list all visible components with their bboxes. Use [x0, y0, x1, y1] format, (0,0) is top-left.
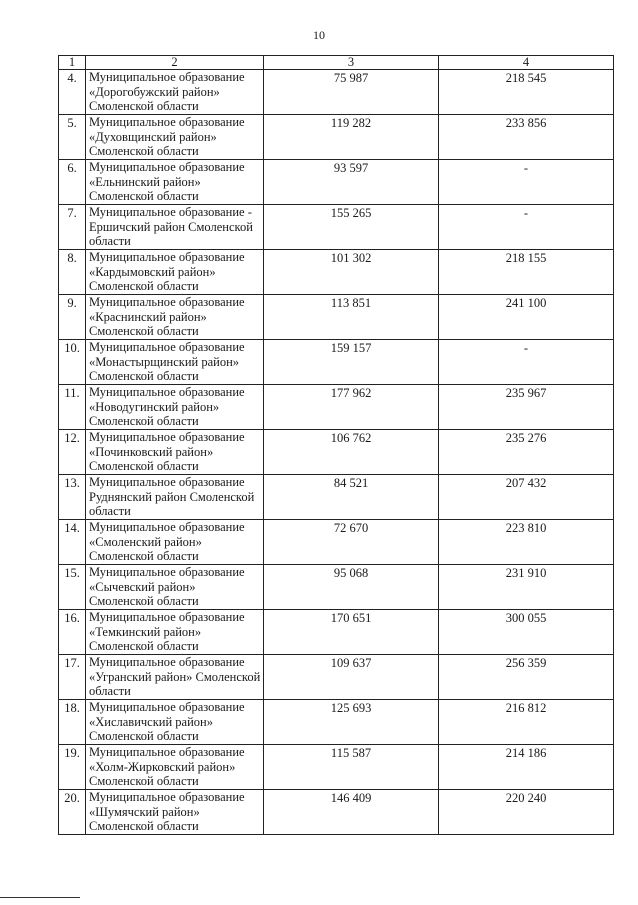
table-row	[59, 115, 614, 160]
value-col3-cell: 155 265	[264, 205, 439, 250]
value-col3-cell: 146 409	[264, 790, 439, 835]
value-col3-cell: 106 762	[264, 430, 439, 475]
value-col4-cell: 220 240	[439, 790, 614, 835]
row-number-cell: 13.	[59, 475, 86, 520]
footer-divider	[0, 897, 80, 898]
municipality-name-cell: Муниципальное образование «Смоленский район» Смоленской области	[86, 520, 264, 565]
value-col4-cell: 241 100	[439, 295, 614, 340]
table-row	[59, 340, 614, 385]
municipality-name-cell: Муниципальное образование «Сычевский район» Смоленской области	[86, 565, 264, 610]
table-header-row	[59, 56, 614, 70]
row-number-cell: 4.	[59, 70, 86, 115]
table-row	[59, 385, 614, 430]
data-table	[58, 55, 614, 835]
table-row	[59, 655, 614, 700]
row-number-cell: 9.	[59, 295, 86, 340]
row-number-cell: 6.	[59, 160, 86, 205]
row-number-cell: 8.	[59, 250, 86, 295]
value-col3-cell: 119 282	[264, 115, 439, 160]
value-col4-cell: 214 186	[439, 745, 614, 790]
value-col3-cell: 125 693	[264, 700, 439, 745]
value-col4-cell: 235 276	[439, 430, 614, 475]
column-header-2: 2	[86, 56, 264, 70]
row-number-cell: 20.	[59, 790, 86, 835]
municipality-name-cell: Муниципальное образование «Починковский район» Смоленской области	[86, 430, 264, 475]
municipality-name-cell: Муниципальное образование «Угранский район» Смоленской области	[86, 655, 264, 700]
table-row	[59, 475, 614, 520]
row-number-cell: 19.	[59, 745, 86, 790]
table-row	[59, 700, 614, 745]
value-col4-cell: 256 359	[439, 655, 614, 700]
row-number-cell: 15.	[59, 565, 86, 610]
table-row	[59, 520, 614, 565]
table-row	[59, 430, 614, 475]
municipality-name-cell: Муниципальное образование «Духовщинский район» Смоленской области	[86, 115, 264, 160]
table-row	[59, 295, 614, 340]
column-header-1: 1	[59, 56, 86, 70]
municipality-name-cell: Муниципальное образование «Кардымовский район» Смоленской области	[86, 250, 264, 295]
row-number-cell: 7.	[59, 205, 86, 250]
value-col4-cell: 300 055	[439, 610, 614, 655]
value-col4-cell: 216 812	[439, 700, 614, 745]
value-col4-cell: -	[439, 205, 614, 250]
row-number-cell: 16.	[59, 610, 86, 655]
value-col3-cell: 93 597	[264, 160, 439, 205]
municipality-name-cell: Муниципальное образование - Ершичский район Смоленской области	[86, 205, 264, 250]
value-col4-cell: -	[439, 160, 614, 205]
value-col3-cell: 170 651	[264, 610, 439, 655]
value-col4-cell: 223 810	[439, 520, 614, 565]
municipality-name-cell: Муниципальное образование «Ельнинский район» Смоленской области	[86, 160, 264, 205]
value-col3-cell: 177 962	[264, 385, 439, 430]
column-header-4: 4	[439, 56, 614, 70]
value-col3-cell: 159 157	[264, 340, 439, 385]
value-col4-cell: 218 545	[439, 70, 614, 115]
municipality-name-cell: Муниципальное образование Руднянский район Смоленской области	[86, 475, 264, 520]
table-row	[59, 610, 614, 655]
municipality-name-cell: Муниципальное образование «Монастырщинский район» Смоленской области	[86, 340, 264, 385]
value-col4-cell: -	[439, 340, 614, 385]
table-body	[59, 70, 614, 835]
table-row	[59, 745, 614, 790]
row-number-cell: 14.	[59, 520, 86, 565]
table-row	[59, 565, 614, 610]
page-number: 10	[313, 28, 325, 42]
value-col3-cell: 113 851	[264, 295, 439, 340]
value-col3-cell: 72 670	[264, 520, 439, 565]
value-col3-cell: 109 637	[264, 655, 439, 700]
value-col4-cell: 218 155	[439, 250, 614, 295]
municipality-name-cell: Муниципальное образование «Шумячский район» Смоленской области	[86, 790, 264, 835]
value-col3-cell: 75 987	[264, 70, 439, 115]
table-row	[59, 250, 614, 295]
municipality-name-cell: Муниципальное образование «Дорогобужский район» Смоленской области	[86, 70, 264, 115]
municipality-name-cell: Муниципальное образование «Краснинский район» Смоленской области	[86, 295, 264, 340]
table-row	[59, 790, 614, 835]
value-col4-cell: 233 856	[439, 115, 614, 160]
value-col4-cell: 207 432	[439, 475, 614, 520]
table-row	[59, 205, 614, 250]
municipality-name-cell: Муниципальное образование «Темкинский район» Смоленской области	[86, 610, 264, 655]
value-col3-cell: 95 068	[264, 565, 439, 610]
row-number-cell: 5.	[59, 115, 86, 160]
table-row	[59, 160, 614, 205]
municipality-name-cell: Муниципальное образование «Новодугинский район» Смоленской области	[86, 385, 264, 430]
row-number-cell: 12.	[59, 430, 86, 475]
value-col4-cell: 231 910	[439, 565, 614, 610]
table-row	[59, 70, 614, 115]
municipality-name-cell: Муниципальное образование «Холм-Жирковский район» Смоленской области	[86, 745, 264, 790]
row-number-cell: 18.	[59, 700, 86, 745]
municipality-name-cell: Муниципальное образование «Хиславичский район» Смоленской области	[86, 700, 264, 745]
value-col3-cell: 115 587	[264, 745, 439, 790]
column-header-3: 3	[264, 56, 439, 70]
row-number-cell: 10.	[59, 340, 86, 385]
value-col3-cell: 84 521	[264, 475, 439, 520]
row-number-cell: 11.	[59, 385, 86, 430]
row-number-cell: 17.	[59, 655, 86, 700]
value-col4-cell: 235 967	[439, 385, 614, 430]
value-col3-cell: 101 302	[264, 250, 439, 295]
